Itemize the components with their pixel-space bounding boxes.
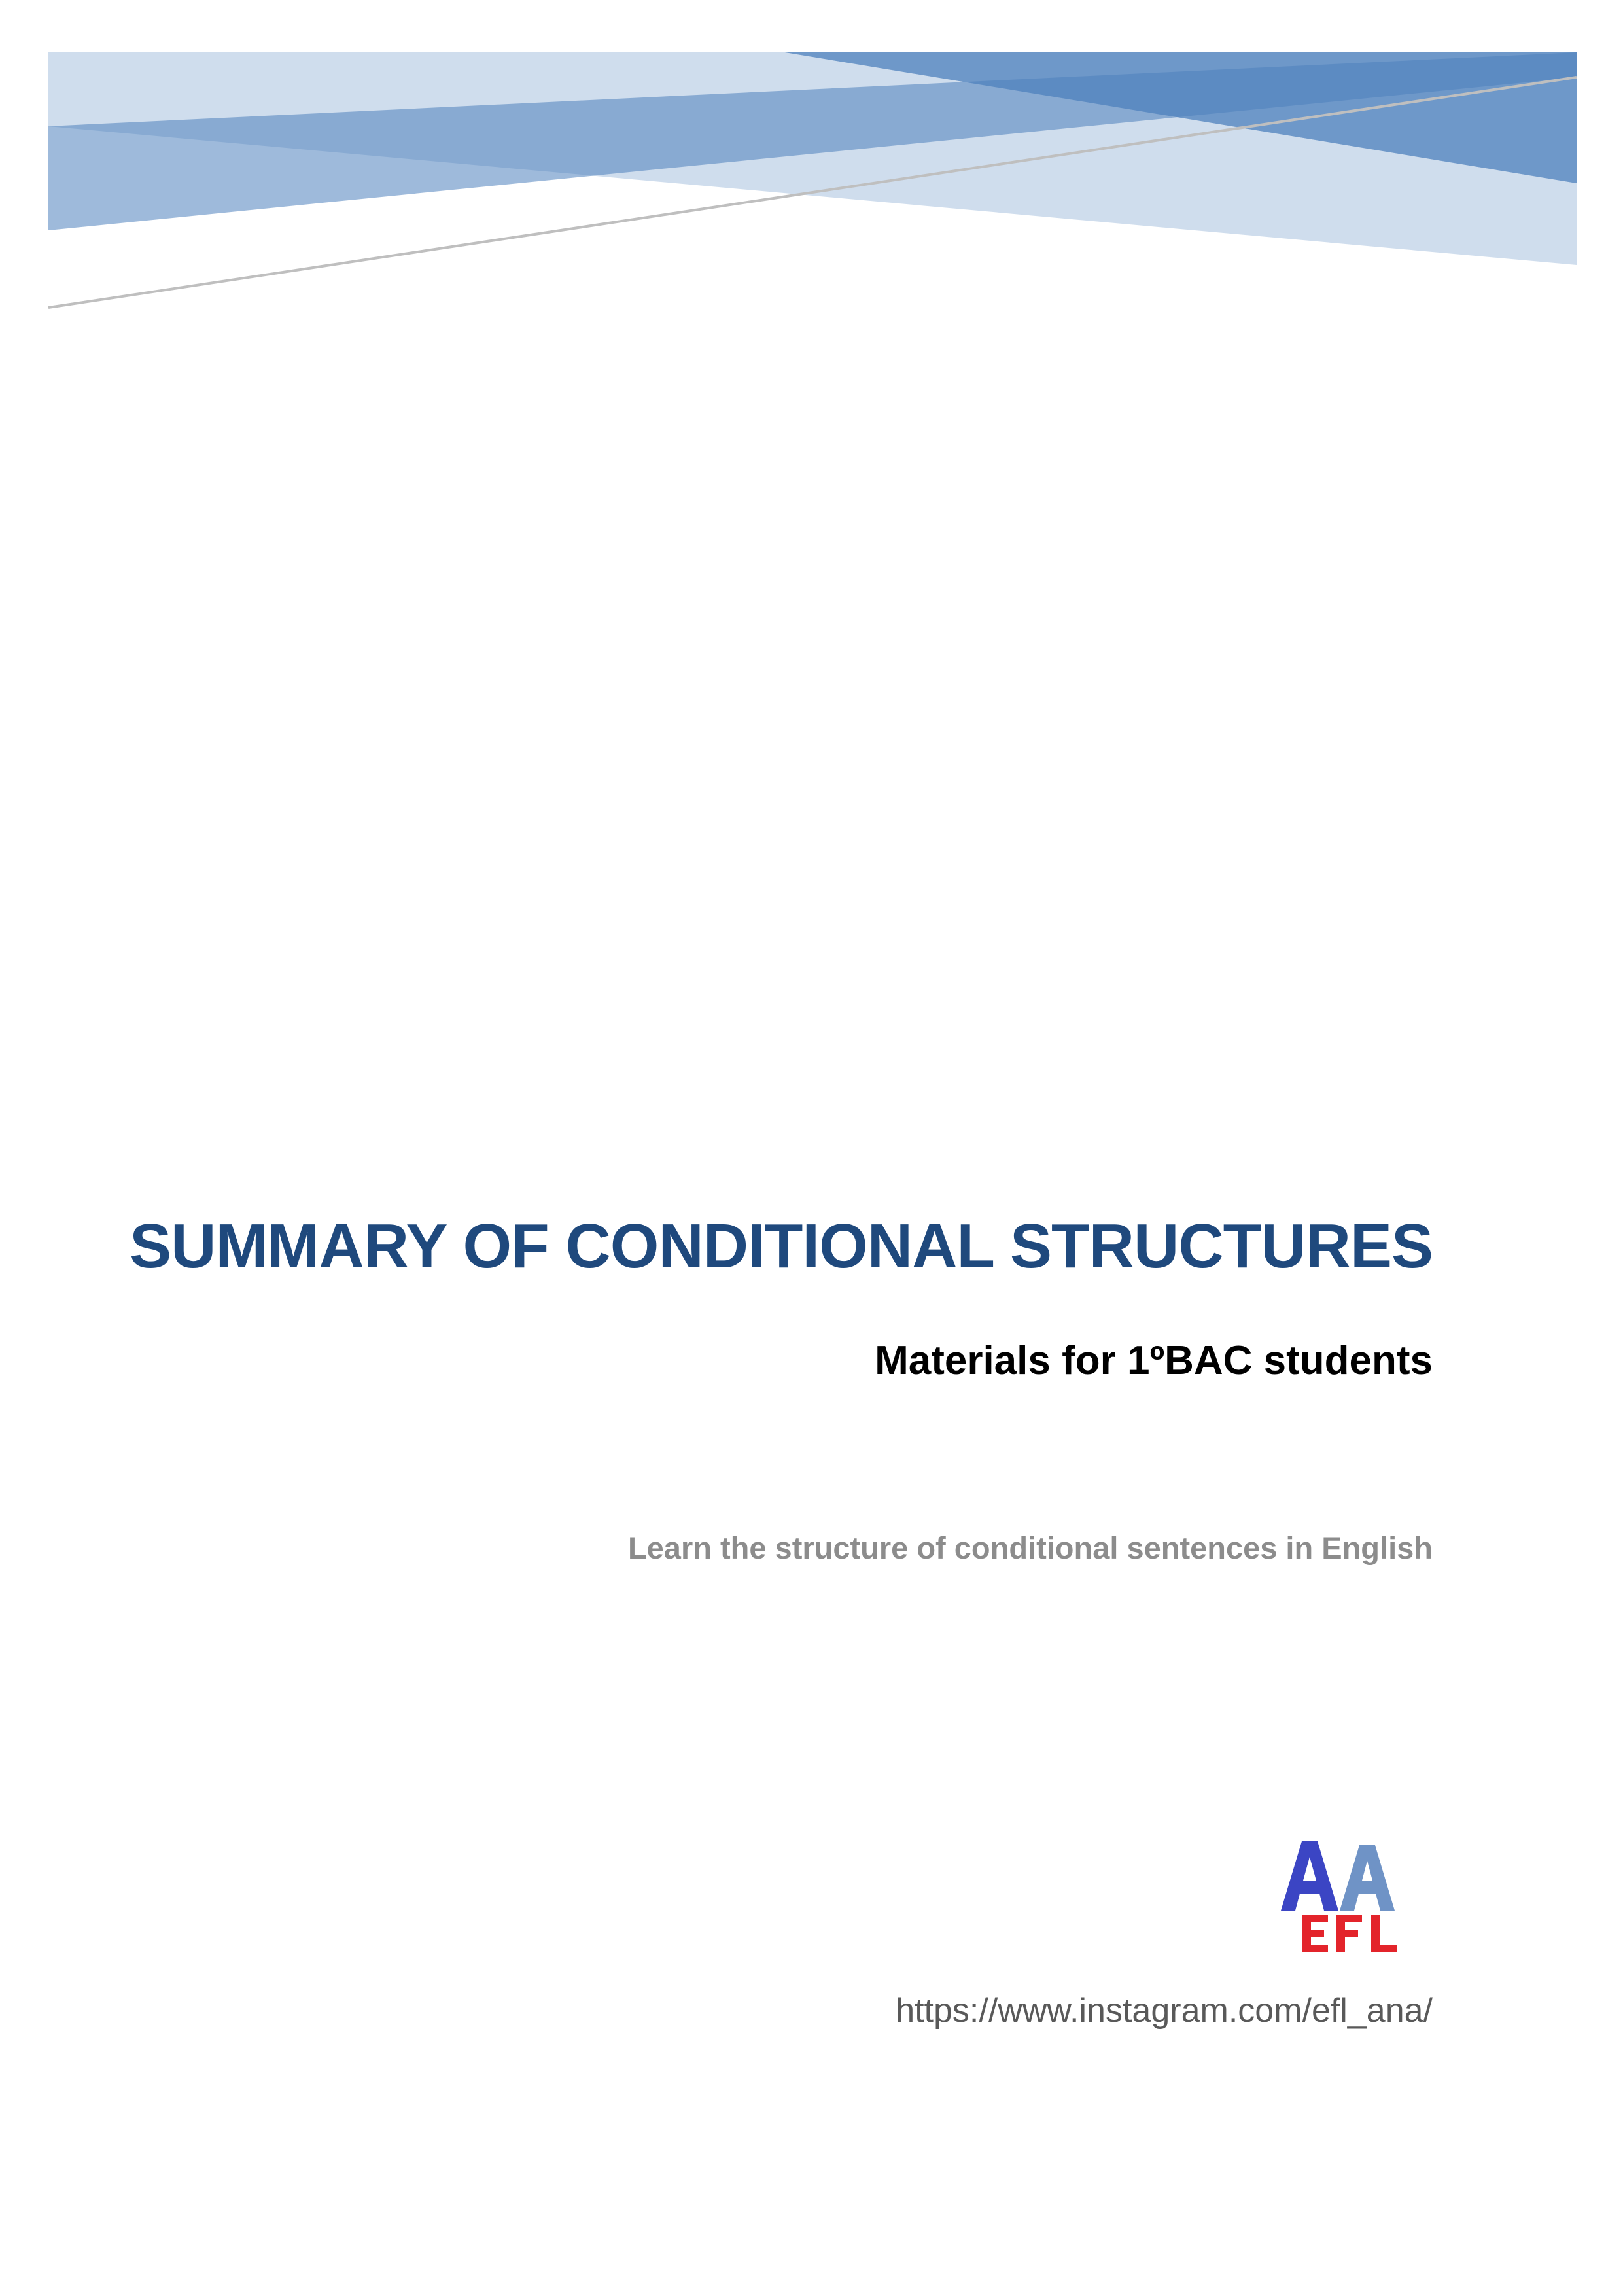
document-description: Learn the structure of conditional sentences in English bbox=[627, 1530, 1433, 1565]
logo-letter-a-back bbox=[1340, 1845, 1395, 1911]
document-subtitle: Materials for 1ºBAC students bbox=[875, 1338, 1433, 1383]
document-title: SUMMARY OF CONDITIONAL STRUCTURES bbox=[130, 1211, 1433, 1281]
instagram-link[interactable]: https://www.instagram.com/efl_ana/ bbox=[896, 1992, 1433, 2030]
header-banner bbox=[0, 0, 1623, 327]
logo-letter-a-front bbox=[1281, 1841, 1338, 1911]
efl-ana-logo bbox=[1276, 1806, 1426, 1956]
logo-efl-mark bbox=[1302, 1915, 1397, 1952]
